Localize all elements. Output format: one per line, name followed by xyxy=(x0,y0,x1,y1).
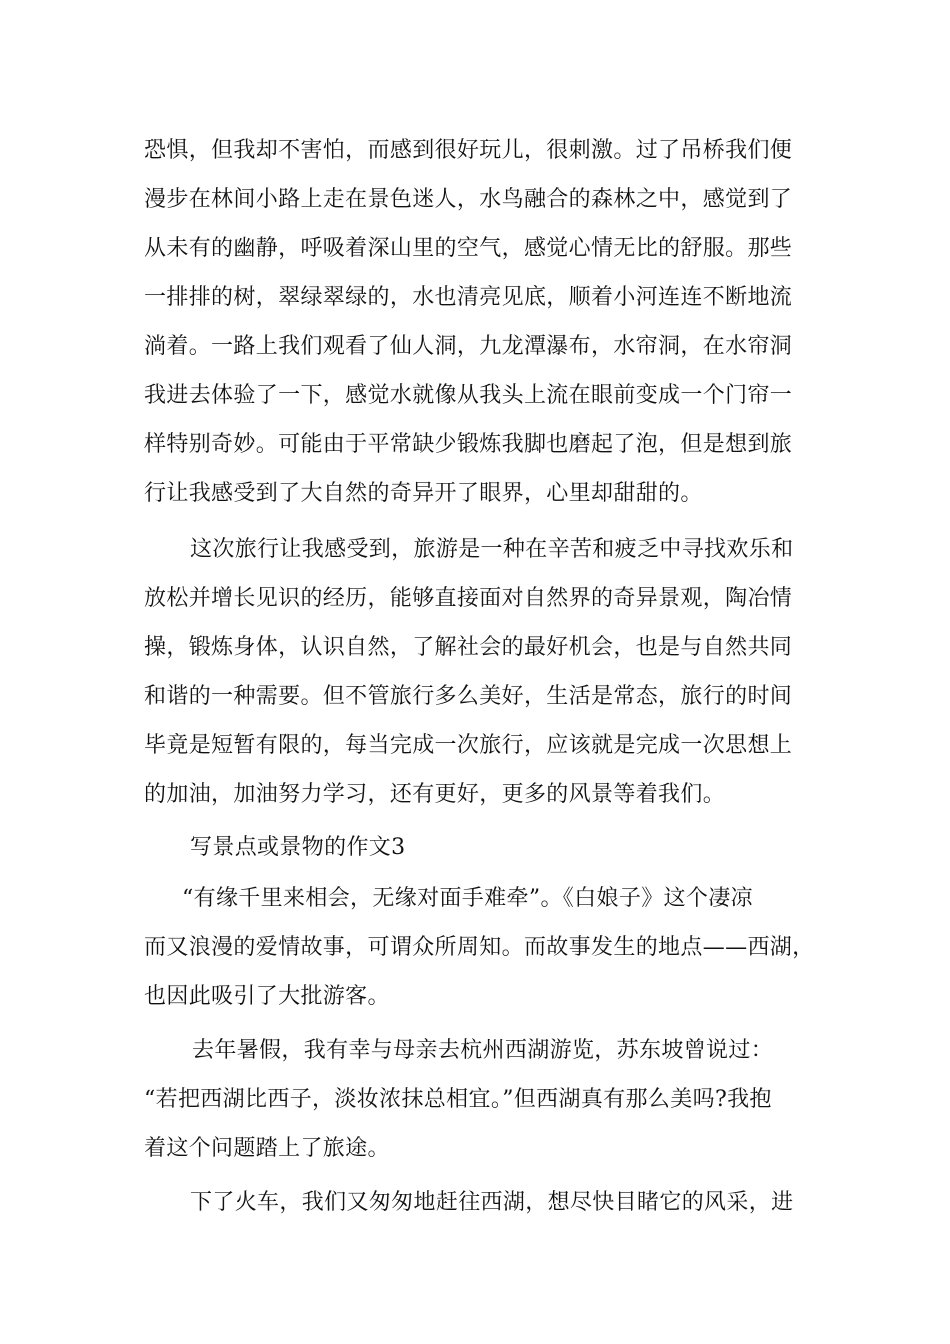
paragraph-line: 我进去体验了一下，感觉水就像从我头上流在眼前变成一个门帘一 xyxy=(144,383,793,408)
paragraph-line: 的加油，加油努力学习，还有更好，更多的风景等着我们。 xyxy=(144,782,726,807)
paragraph-line: “若把西湖比西子，淡妆浓抹总相宜。”但西湖真有那么美吗?我抱 xyxy=(144,1087,772,1112)
paragraph-line: 样特别奇妙。可能由于平常缺少锻炼我脚也磨起了泡，但是想到旅 xyxy=(144,432,793,457)
paragraph-line: 漫步在林间小路上走在景色迷人，水鸟融合的森林之中，感觉到了 xyxy=(144,187,793,212)
paragraph-line: 淌着。一路上我们观看了仙人洞，九龙潭瀑布，水帘洞，在水帘洞 xyxy=(144,334,793,359)
paragraph-line: 去年暑假，我有幸与母亲去杭州西湖游览，苏东坡曾说过： xyxy=(192,1038,774,1063)
paragraph-line: 毕竟是短暂有限的，每当完成一次旅行，应该就是完成一次思想上 xyxy=(144,733,793,758)
paragraph-line: 从未有的幽静，呼吸着深山里的空气，感觉心情无比的舒服。那些 xyxy=(144,236,793,261)
paragraph-line: 这次旅行让我感受到，旅游是一种在辛苦和疲乏中寻找欢乐和 xyxy=(190,537,794,562)
section-heading: 写景点或景物的作文3 xyxy=(190,835,406,860)
paragraph-line: 着这个问题踏上了旅途。 xyxy=(144,1136,390,1161)
paragraph-line: 一排排的树，翠绿翠绿的，水也清亮见底，顺着小河连连不断地流 xyxy=(144,285,793,310)
paragraph-line: 和谐的一种需要。但不管旅行多么美好，生活是常态，旅行的时间 xyxy=(144,684,793,709)
paragraph-line: 恐惧，但我却不害怕，而感到很好玩儿，很刺激。过了吊桥我们便 xyxy=(144,138,793,163)
paragraph-line: 而又浪漫的爱情故事，可谓众所周知。而故事发生的地点——西湖， xyxy=(144,935,815,960)
paragraph-line: 下了火车，我们又匆匆地赶往西湖，想尽快目睹它的风采，进 xyxy=(190,1190,794,1215)
paragraph-line: “有缘千里来相会，无缘对面手难牵”。《白娘子》这个凄凉 xyxy=(182,886,753,911)
paragraph-line: 行让我感受到了大自然的奇异开了眼界，心里却甜甜的。 xyxy=(144,481,703,506)
paragraph-line: 操，锻炼身体，认识自然，了解社会的最好机会，也是与自然共同 xyxy=(144,635,793,660)
paragraph-line: 放松并增长见识的经历，能够直接面对自然界的奇异景观，陶冶情 xyxy=(144,586,793,611)
paragraph-line: 也因此吸引了大批游客。 xyxy=(144,984,390,1009)
